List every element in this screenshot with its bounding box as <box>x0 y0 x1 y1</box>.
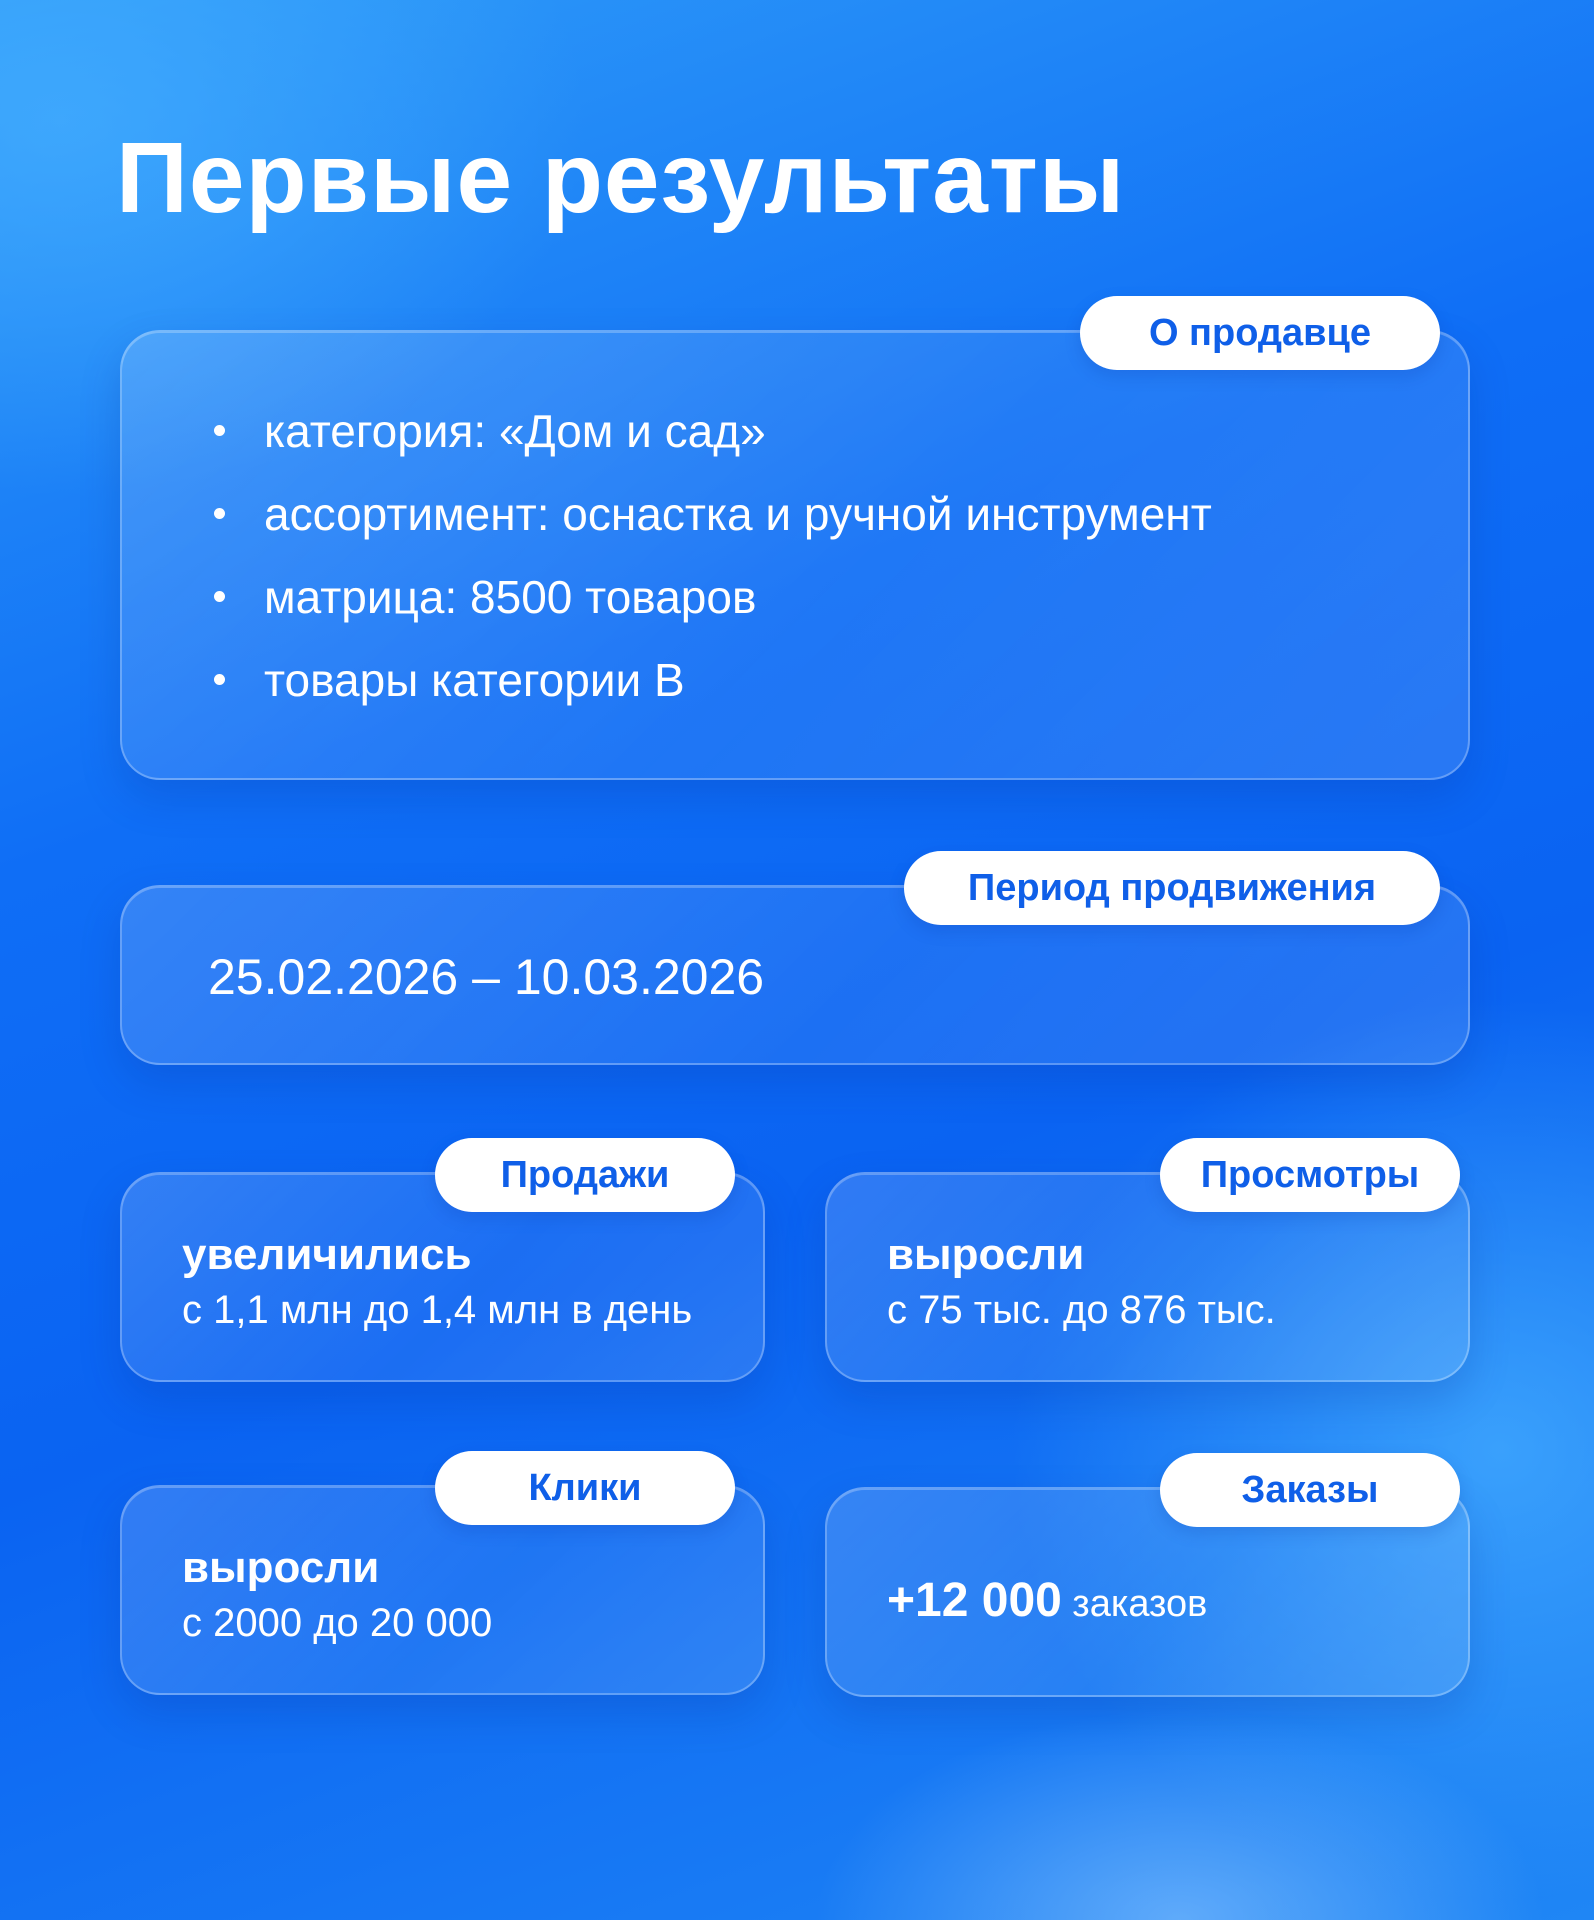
views-badge: Просмотры <box>1160 1138 1460 1212</box>
views-headline: выросли <box>887 1230 1085 1279</box>
seller-info-list <box>214 390 1212 722</box>
sales-detail: с 1,1 млн до 1,4 млн в день <box>182 1288 693 1332</box>
list-item <box>214 556 1212 639</box>
list-item-text: товары категории B <box>264 654 685 706</box>
bullet-icon <box>214 425 225 436</box>
page-title: Первые результаты <box>116 122 1126 234</box>
sales-card <box>120 1154 765 1382</box>
orders-summary <box>887 1573 1207 1640</box>
seller-badge: О продавце <box>1080 296 1440 370</box>
orders-card <box>825 1469 1470 1697</box>
list-item <box>214 639 1212 722</box>
promotion-period-card <box>120 867 1470 1065</box>
seller-card <box>120 312 1470 780</box>
bullet-icon <box>214 591 225 602</box>
period-dates: 25.02.2026 – 10.03.2026 <box>208 949 765 1005</box>
clicks-headline: выросли <box>182 1543 380 1592</box>
views-card <box>825 1154 1470 1382</box>
orders-count: +12 000 <box>887 1574 1062 1627</box>
bullet-icon <box>214 674 225 685</box>
list-item-text: категория: «Дом и сад» <box>264 405 766 457</box>
orders-badge: Заказы <box>1160 1453 1460 1527</box>
list-item-text: матрица: 8500 товаров <box>264 571 757 623</box>
orders-unit: заказов <box>1072 1583 1208 1625</box>
sales-badge: Продажи <box>435 1138 735 1212</box>
list-item-text: ассортимент: оснастка и ручной инструмент <box>264 488 1212 540</box>
clicks-detail: с 2000 до 20 000 <box>182 1601 493 1645</box>
sales-headline: увеличились <box>182 1230 472 1279</box>
period-badge: Период продвижения <box>904 851 1440 925</box>
list-item <box>214 390 1212 473</box>
views-detail: с 75 тыс. до 876 тыс. <box>887 1288 1276 1332</box>
bullet-icon <box>214 508 225 519</box>
clicks-card <box>120 1467 765 1695</box>
clicks-badge: Клики <box>435 1451 735 1525</box>
list-item <box>214 473 1212 556</box>
